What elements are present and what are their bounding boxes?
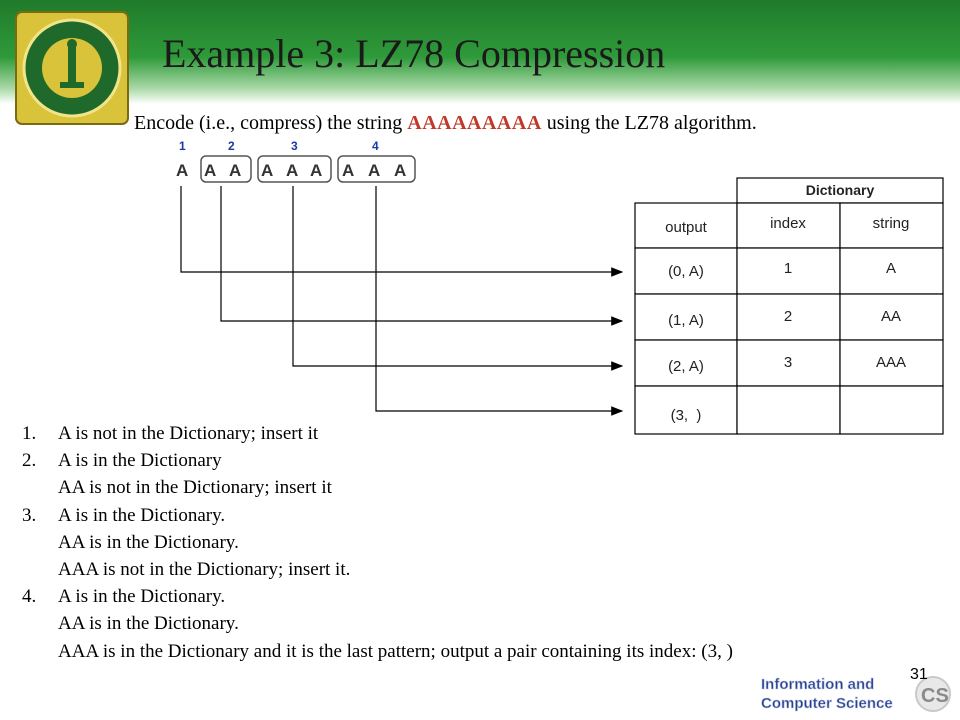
step-text: A is in the Dictionary. — [58, 586, 226, 608]
group-char: A — [261, 161, 274, 180]
group-char: A — [286, 161, 299, 180]
group-char: A — [394, 161, 407, 180]
step-text: A is not in the Dictionary; insert it — [58, 423, 319, 444]
group-char: A — [176, 161, 189, 180]
column-header-index: index — [770, 215, 806, 232]
cell-index: 1 — [783, 260, 793, 277]
cell-output: (3, ) — [670, 407, 702, 424]
step-line — [22, 502, 733, 529]
cell-index: 2 — [783, 308, 793, 325]
intro-prefix: Encode (i.e., compress) the string — [134, 112, 403, 134]
step-line — [22, 583, 733, 610]
group-char: A — [368, 161, 381, 180]
svg-text:CS: CS — [921, 685, 949, 707]
step-line — [22, 610, 733, 637]
column-header-string: string — [872, 215, 910, 232]
cell-string: AA — [880, 308, 902, 325]
arrow-3 — [293, 186, 622, 366]
group-char: A — [229, 161, 242, 180]
step-text: AAA is not in the Dictionary; insert it. — [58, 559, 351, 581]
step-line — [22, 529, 733, 556]
step-text: AA is not in the Dictionary; insert it — [58, 477, 332, 499]
step-number-1: 1 — [179, 139, 186, 153]
cell-output: (2, A) — [668, 358, 704, 375]
group-char: A — [204, 161, 217, 180]
step-number: 3. — [22, 504, 37, 526]
step-number-2: 2 — [228, 139, 235, 153]
step-text: AA is in the Dictionary. — [58, 531, 239, 553]
slide-number: 31 — [910, 666, 928, 683]
step-text: A is in the Dictionary — [58, 450, 222, 472]
step-number: 2. — [22, 450, 37, 472]
step-line — [22, 447, 733, 474]
dictionary-header: Dictionary — [805, 182, 875, 198]
step-number-4: 4 — [372, 139, 379, 153]
step-number-3: 3 — [291, 139, 298, 153]
intro-highlight: AAAAAAAAA — [407, 112, 542, 134]
footer-logo-line-2: Computer Science — [761, 695, 893, 712]
cell-string: AAA — [875, 354, 907, 371]
cell-output: (0, A) — [668, 263, 704, 280]
cell-string: A — [885, 260, 897, 277]
group-char: A — [342, 161, 355, 180]
slide-title: Example 3: LZ78 Compression — [162, 31, 666, 76]
arrow-1 — [181, 186, 622, 272]
step-text: A is in the Dictionary. — [58, 504, 226, 526]
cell-output: (1, A) — [668, 312, 704, 329]
footer-logo-line-1: Information and — [761, 676, 875, 693]
step-list — [22, 420, 733, 665]
step-text: AAA is in the Dictionary and it is the last pattern; output a pair containing its index: (3, ) — [58, 640, 733, 662]
step-line — [22, 638, 733, 665]
step-line — [22, 474, 733, 501]
arrow-2 — [221, 186, 622, 321]
group-char: A — [310, 161, 323, 180]
cell-index: 3 — [783, 354, 793, 371]
step-text: AA is in the Dictionary. — [58, 613, 239, 635]
step-number: 1. — [22, 423, 37, 444]
step-number: 4. — [22, 586, 37, 608]
arrow-4 — [376, 186, 622, 411]
step-line — [22, 556, 733, 583]
step-line — [22, 420, 733, 447]
intro-suffix: using the LZ78 algorithm. — [546, 112, 757, 134]
column-header-output: output — [665, 219, 707, 236]
